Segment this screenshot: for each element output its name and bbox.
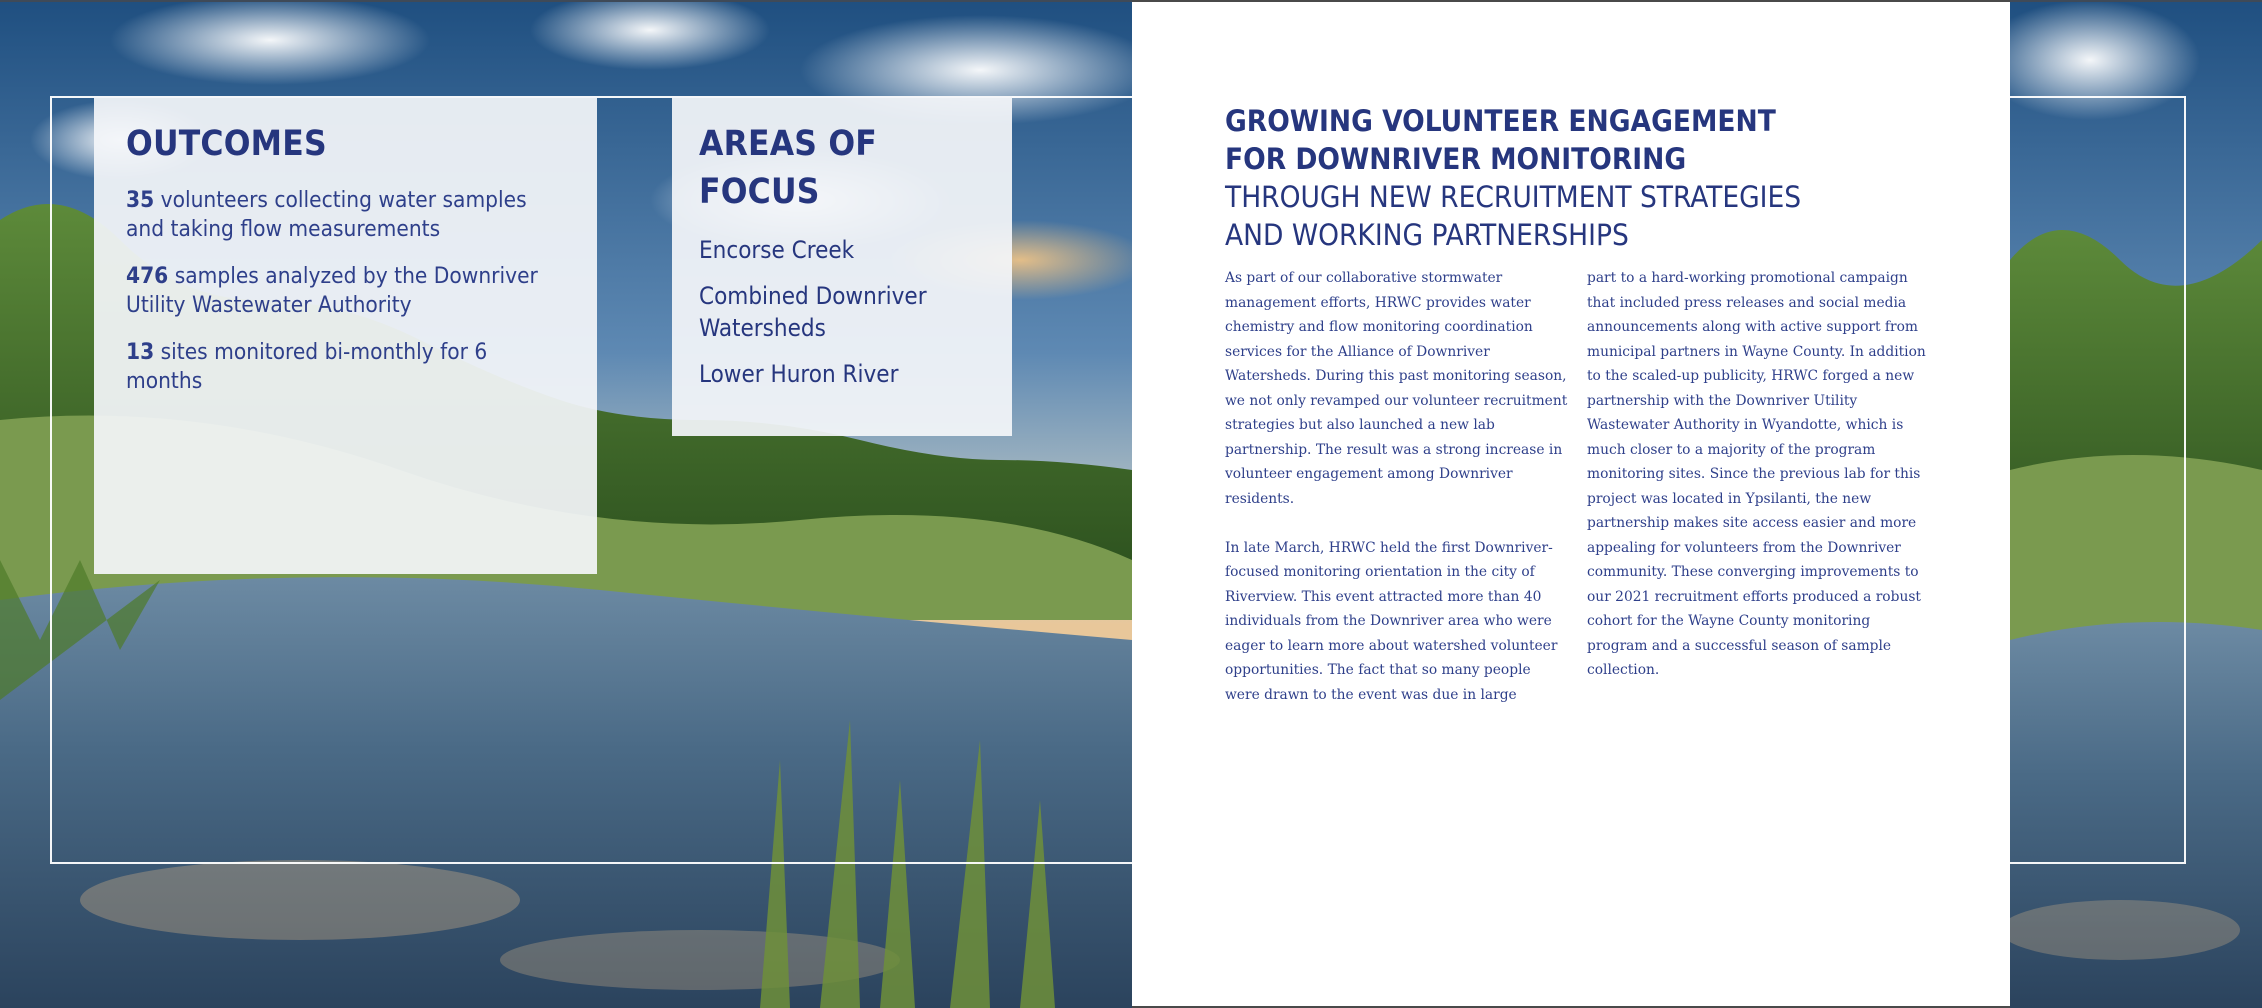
headline-subline: AND WORKING PARTNERSHIPS [1225, 218, 1629, 252]
outcome-value: 476 [126, 263, 169, 289]
focus-title: AREAS OF FOCUS [699, 124, 878, 212]
article-paragraph: In late March, HRWC held the first Downriver-focused monitoring orientation in the city of Riverview. This event attracted more than 40 individuals from the Downriver area who were eager to learn more about watershed volunteer opportunities. The fact that so many people were drawn to the event was due in large [1225, 539, 1558, 703]
article-paragraph: part to a hard-working promotional campaign that included press releases and social media announcements along with active support from municipal partners in Wayne County. In addition to the scaled-up publicity, HRWC forged a new partnership with the Downriver Utility Wastewater Authority in Wyandotte, which is much closer to a majority of the program monitoring sites. Since the previous lab for this project was located in Ypsilanti, the new partnership makes site access easier and more appealing for volunteers from the Downriver community. These converging improvements to our 2021 recruitment efforts produced a robust cohort for the Wayne County monitoring program and a successful season of sample collection. [1587, 270, 1926, 678]
article-panel [1132, 0, 2010, 1008]
article-body [1225, 266, 1930, 732]
article-headline [1225, 102, 1945, 254]
outcome-text: samples analyzed by the Downriver Utility Wastewater Authority [126, 263, 538, 318]
outcome-text: volunteers collecting water samples and taking flow measurements [126, 187, 527, 242]
outcome-value: 13 [126, 339, 155, 365]
outcome-text: sites monitored bi-monthly for 6 months [126, 339, 488, 394]
headline-subline: THROUGH NEW RECRUITMENT STRATEGIES [1225, 180, 1802, 214]
areas-of-focus-card [672, 96, 1012, 436]
focus-item: Encorse Creek [699, 236, 855, 264]
article-paragraph: As part of our collaborative stormwater management efforts, HRWC provides water chemistry and flow monitoring coordination services for the Alliance of Downriver Watersheds. During this past monitoring season, we not only revamped our volunteer recruitment strategies but also launched a new lab partnership. The result was a strong increase in volunteer engagement among Downriver residents. [1225, 270, 1568, 507]
headline-line: GROWING VOLUNTEER ENGAGEMENT [1225, 104, 1776, 138]
outcomes-card [94, 96, 597, 574]
outcome-item [126, 338, 565, 396]
headline-line: FOR DOWNRIVER MONITORING [1225, 142, 1687, 176]
outcome-item [126, 186, 565, 244]
outcome-item [126, 262, 565, 320]
focus-item: Combined Downriver Watersheds [699, 282, 927, 342]
focus-item: Lower Huron River [699, 360, 899, 388]
article-column-right [1587, 266, 1930, 732]
outcomes-title: OUTCOMES [126, 124, 327, 164]
article-column-left [1225, 266, 1568, 732]
outcome-value: 35 [126, 187, 155, 213]
